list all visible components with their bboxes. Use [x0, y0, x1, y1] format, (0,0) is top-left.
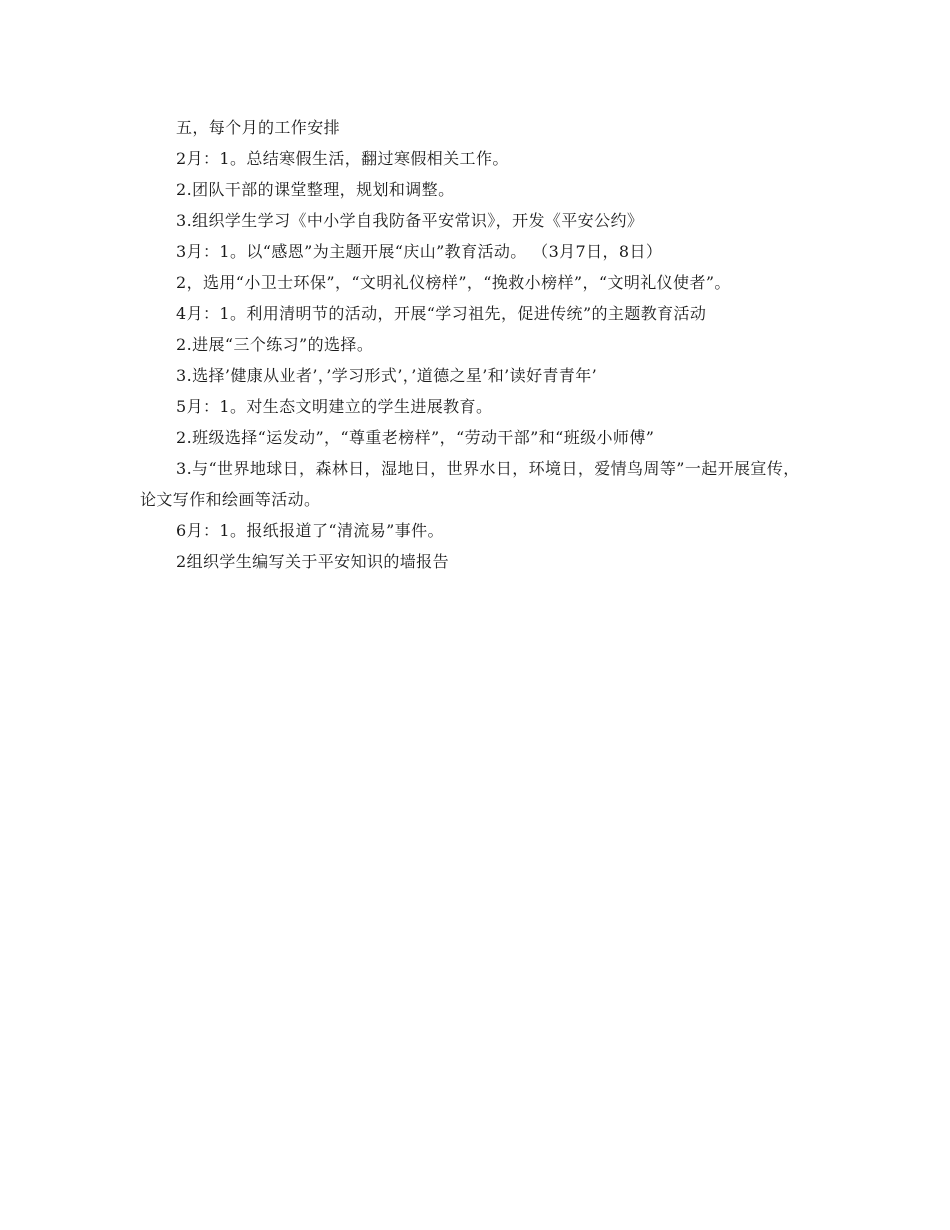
may-item-2: 2.班级选择“运发动”，“尊重老榜样”，“劳动干部”和“班级小师傅” [176, 428, 655, 447]
june-item-1: 6月：1。报纸报道了“清流易”事件。 [176, 521, 444, 540]
june-item-2: 2组织学生编写关于平安知识的墙报告 [176, 552, 449, 571]
may-item-3: 3.与“世界地球日，森林日，湿地日，世界水日，环境日，爱情鸟周等”一起开展宣传，论文写作和绘画等活动。 [140, 459, 800, 509]
april-item-2: 2.进展“三个练习”的选择。 [176, 335, 374, 354]
document-body [140, 112, 812, 577]
may-item-1: 5月：1。对生态文明建立的学生进展教育。 [176, 397, 493, 416]
section-heading: 五，每个月的工作安排 [176, 118, 341, 137]
february-item-3: 3.组织学生学习《中小学自我防备平安常识》，开发《平安公约》 [176, 211, 644, 230]
february-item-2: 2.团队干部的课堂整理，规划和调整。 [176, 180, 455, 199]
march-item-1: 3月：1。以“感恩”为主题开展“庆山”教育活动。 （3月7日，8日） [176, 242, 663, 261]
february-item-1: 2月：1。总结寒假生活，翻过寒假相关工作。 [176, 149, 509, 168]
april-item-3: 3.选择’健康从业者’，’学习形式’，’道德之星’和’读好青青年’ [176, 366, 598, 385]
march-item-2: 2，选用“小卫士环保”，“文明礼仪榜样”，“挽救小榜样”，“文明礼仪使者”。 [176, 273, 731, 292]
april-item-1: 4月：1。利用清明节的活动，开展“学习祖先，促进传统”的主题教育活动 [176, 304, 707, 323]
